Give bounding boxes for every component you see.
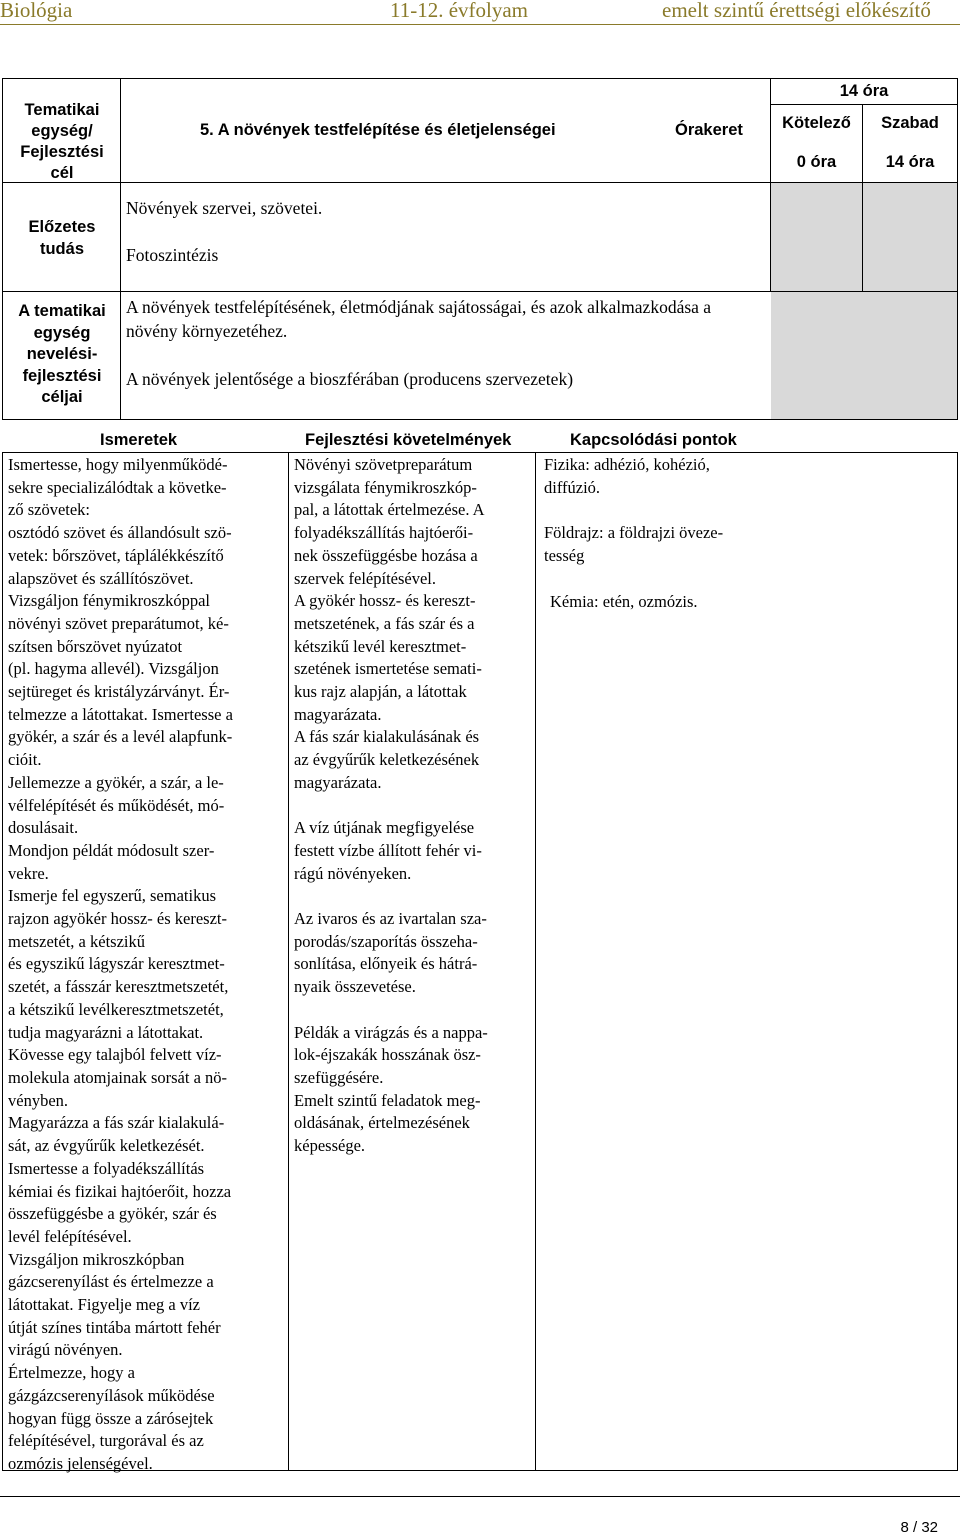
shade-3 — [771, 292, 957, 419]
mandatory-label: Kötelező — [782, 114, 851, 132]
running-header — [0, 0, 960, 22]
col-head-requirements: Fejlesztési követelmények — [305, 431, 512, 449]
unit-title: 5. A növények testfelépítése és életjelenségei — [200, 121, 556, 139]
mandatory-value: 0 óra — [796, 153, 837, 171]
header-level: emelt szintű érettségi előkészítő — [662, 0, 931, 22]
free-value: 14 óra — [885, 153, 935, 171]
prior-line-1: Növények szervei, szövetei. — [126, 198, 323, 218]
hours-total: 14 óra — [839, 82, 889, 100]
col-head-connections: Kapcsolódási pontok — [570, 431, 737, 449]
requirements-text: Növényi szövetpreparátum vizsgálata fénymikroszkóp- pal, a látottak értelmezése. A folyadékszállítás hajtóerői- nek összefüggésbe hozása a szervek felépítésével. A gyökér hossz- és kereszt- metszetének, a fás szár és a kétszikű levél keresztmet- szetének ismertetése semati- kus rajz alapján, a látottak magyarázata. A fás szár kialakulásának és az évgyűrűk keletkezésének magyarázata. A víz útjának megfigyelése festett vízbe állított fehér vi- rágú növényeken. Az ivaros és az ivartalan sza- porodás/szaporítás összeha- sonlítása, előnyeik és hátrá- nyaik összevetése. Példák a virágzás és a nappa- lok-éjszakák hosszának ösz- szefüggésére. Emelt szintű feladatok meg- oldásának, értelmezésének képessége. — [294, 455, 488, 1156]
prior-line-2: Fotoszintézis — [126, 245, 219, 265]
goals-line-2: A növények jelentősége a bioszférában (producens szervezetek) — [126, 369, 574, 389]
page-number: 8 / 32 — [900, 1519, 938, 1536]
goals-label: A tematikai egység nevelési-fejlesztési céljai — [18, 302, 106, 406]
knowledge-text: Ismertesse, hogy milyenműködé- sekre specializálódtak a követke- ző szövetek: osztódó szövet és állandósult szö- vetek: bőrszövet, táplálékkészítő alapszövet és szállítószövet. Vizsgáljon fénymikroszkóppal növényi szövet preparátumot, ké- szítsen bőrszövet nyúzatot (pl. hagyma allevél). Vizsgáljon sejtüreget és kristályzárványt. Ér- telmezze a látottakat. Ismertesse a gyökér, a szár és a levél alapfunk- cióit. Jellemezze a gyökér, a szár, a le- vélfelépítését és működését, mó- dosulásait. Mondjon példát módosult szer- vekre. Ismerje fel egyszerű, sematikus rajzon agyökér hossz- és kereszt- metszetét, a kétszikű és egyszikű lágyszár keresztmet- szetét, a fásszár keresztmetszetét, a kétszikű levélkeresztmetszetét, tudja magyarázni a látottakat. Kövesse egy talajból felvett víz- molekula atomjainak sorsát a nö- vényben. Magyarázza a fás szár kialakulá- sát, az évgyűrűk keletkezését. Ismertesse a folyadékszállítás kémiai és fizikai hajtóerőit, hozza összefüggésbe a gyökér, szár és levél felépítésével. Vizsgáljon mikroszkópban gázcserenyílást és értelmezze a látottakat. Figyelje meg a víz útját színes tintába mártott fehér virágú növényen. Értelmezze, hogy a gázgázcserenyílások működése hogyan függ össze a zárósejtek felépítésével, turgorával és az ozmózis jelenségével. — [8, 455, 233, 1473]
shade-2 — [863, 183, 957, 291]
shade-1 — [771, 183, 862, 291]
header-grade: 11-12. évfolyam — [390, 0, 529, 22]
header-subject: Biológia — [0, 0, 73, 22]
hours-label: Órakeret — [675, 121, 743, 139]
prior-label: Előzetes tudás — [28, 218, 96, 258]
connection-physics: Fizika: adhézió, kohézió, diffúzió. — [544, 455, 710, 497]
col-head-knowledge: Ismeretek — [100, 431, 178, 449]
connection-geography: Földrajz: a földrajzi öveze- tesség — [544, 523, 724, 565]
free-label: Szabad — [881, 114, 939, 132]
goals-line-1: A növények testfelépítésének, életmódjának sajátosságai, és azok alkalmazkodása a növény környezetéhez. — [126, 297, 712, 341]
unit-label: Tematikai egység/ Fejlesztési cél — [20, 101, 104, 182]
footer-rule — [0, 1496, 960, 1497]
header-rule — [0, 24, 960, 25]
connection-chemistry: Kémia: etén, ozmózis. — [550, 592, 698, 611]
